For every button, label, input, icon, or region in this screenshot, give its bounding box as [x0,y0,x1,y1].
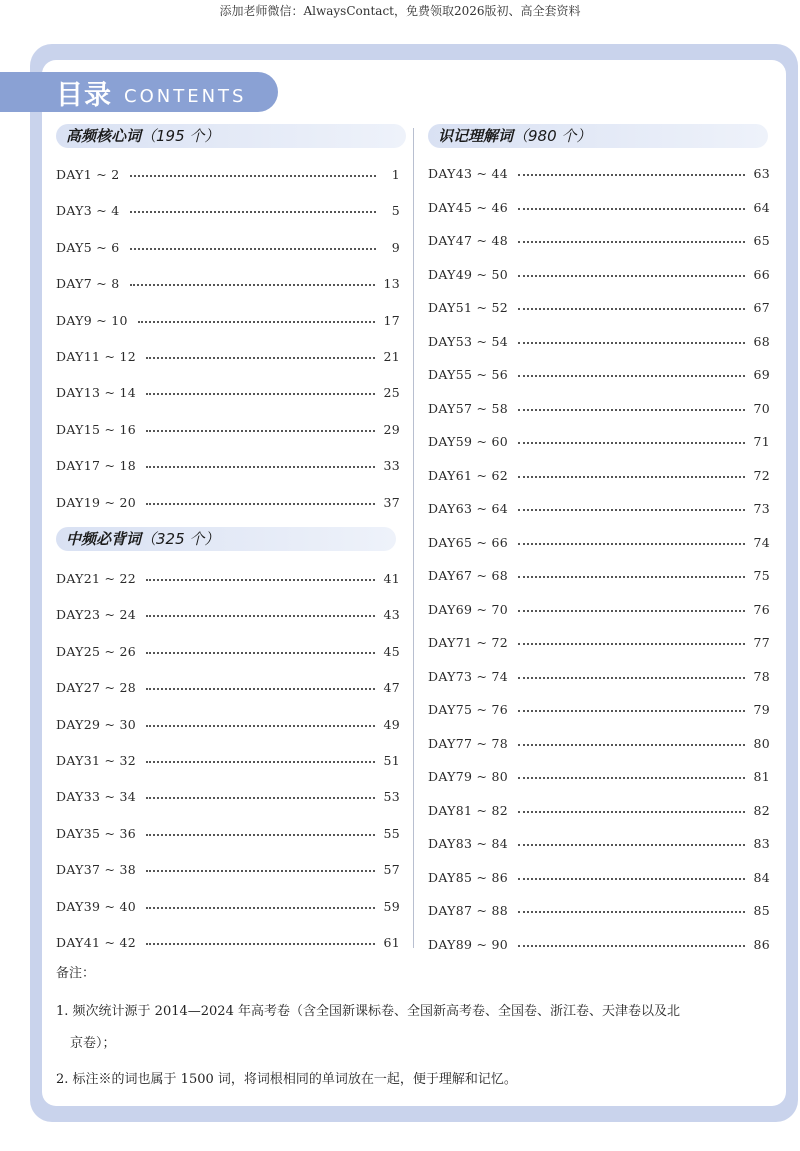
toc-entry-label: DAY3 ~ 4 [56,203,120,219]
dot-leader [146,761,375,763]
toc-entry-page: 71 [753,434,770,449]
toc-entry-page: 57 [383,862,400,878]
toc-entry-label: DAY75 ~ 76 [428,702,509,717]
toc-entry-page: 84 [753,869,770,885]
toc-entry-label: DAY41 ~ 42 [56,935,137,950]
toc-entry-label: DAY31 ~ 32 [56,753,137,768]
section-header-mid-frequency [56,527,396,551]
toc-entry-page: 76 [753,601,770,617]
toc-entry-page: 85 [753,903,770,918]
toc-entry-label: DAY51 ~ 52 [428,300,509,315]
toc-entry-label: DAY81 ~ 82 [428,802,509,818]
toc-entry-label: DAY11 ~ 12 [56,349,137,364]
dot-leader [146,870,375,872]
toc-entry-label: DAY79 ~ 80 [428,769,509,784]
toc-entry-page: 45 [383,643,400,659]
section-header-high-frequency [56,124,406,148]
toc-entry[interactable] [428,664,770,684]
dot-leader [518,777,745,779]
toc-entry-label: DAY57 ~ 58 [428,400,509,416]
toc-entry-label: DAY37 ~ 38 [56,862,137,878]
dot-leader [146,797,375,799]
toc-entry-label: DAY43 ~ 44 [428,166,509,181]
toc-entry-label: DAY59 ~ 60 [428,434,509,449]
toc-entry-page: 69 [753,367,770,382]
dot-leader [130,284,376,286]
dot-leader [518,342,745,344]
toc-entry-label: DAY33 ~ 34 [56,789,137,805]
toc-entry[interactable] [56,930,400,950]
toc-entry-label: DAY35 ~ 36 [56,825,137,841]
toc-entry-page: 61 [383,935,400,950]
dot-leader [518,275,745,277]
toc-entry[interactable] [56,271,400,291]
dot-leader [518,375,745,377]
dot-leader [518,308,745,310]
toc-entry-page: 83 [753,836,770,851]
toc-entry[interactable] [428,630,770,650]
section-title: 中频必背词 [66,530,142,548]
toc-entry[interactable] [428,731,770,751]
toc-entry-page: 53 [383,789,400,805]
toc-entry[interactable] [56,566,400,586]
toc-entry-label: DAY87 ~ 88 [428,903,509,918]
toc-entry-page: 9 [391,239,400,255]
toc-entry[interactable] [56,380,400,400]
toc-entry-label: DAY1 ~ 2 [56,167,120,182]
toc-entry-label: DAY85 ~ 86 [428,869,509,885]
toc-entry-label: DAY83 ~ 84 [428,836,509,851]
toc-entry-page: 21 [383,349,400,364]
toc-entry-label: DAY13 ~ 14 [56,385,137,401]
toc-entry-page: 82 [753,802,770,818]
toc-entry[interactable] [56,417,400,437]
toc-entry-page: 72 [753,467,770,483]
toc-entry-label: DAY27 ~ 28 [56,680,137,696]
toc-entry[interactable] [428,262,770,282]
toc-entry[interactable] [56,602,400,622]
dot-leader [518,911,745,913]
dot-leader [146,393,375,395]
toc-entry-label: DAY77 ~ 78 [428,735,509,751]
toc-entry-page: 33 [383,458,400,474]
toc-entry-page: 5 [391,203,400,219]
dot-leader [146,907,375,909]
toc-entry[interactable] [428,362,770,382]
toc-entry-page: 74 [753,534,770,550]
dot-leader [146,357,375,359]
toc-entry-page: 43 [383,607,400,623]
toc-entry-page: 75 [753,568,770,583]
toc-entry[interactable] [428,798,770,818]
title-en: CONTENTS [124,85,247,107]
toc-entry-page: 65 [753,233,770,248]
dot-leader [518,409,745,411]
dot-leader [146,430,375,432]
toc-entry-page: 63 [753,166,770,181]
toc-entry-page: 29 [383,421,400,437]
toc-entry[interactable] [428,865,770,885]
dot-leader [518,476,745,478]
toc-entry-label: DAY63 ~ 64 [428,501,509,516]
toc-entry-label: DAY45 ~ 46 [428,199,509,215]
toc-entry-label: DAY23 ~ 24 [56,607,137,623]
toc-entry-label: DAY39 ~ 40 [56,898,137,914]
toc-entry-label: DAY73 ~ 74 [428,668,509,684]
toc-entry-label: DAY29 ~ 30 [56,716,137,732]
toc-entry[interactable] [56,821,400,841]
toc-entry[interactable] [428,697,770,717]
toc-entry[interactable] [428,764,770,784]
toc-entry[interactable] [56,453,400,473]
dot-leader [518,174,745,176]
toc-entry-page: 13 [383,276,400,292]
toc-entry[interactable] [56,857,400,877]
toc-entry-page: 80 [753,735,770,751]
dot-leader [146,466,375,468]
toc-entry-label: DAY25 ~ 26 [56,643,137,659]
toc-entry[interactable] [428,597,770,617]
toc-entry[interactable] [56,784,400,804]
toc-entry-page: 79 [753,702,770,717]
toc-entry-page: 73 [753,501,770,516]
section-title: 识记理解词 [438,127,514,145]
toc-entry-page: 17 [383,312,400,328]
toc-entry-label: DAY7 ~ 8 [56,276,120,292]
toc-entry[interactable] [428,195,770,215]
toc-entry-label: DAY5 ~ 6 [56,239,120,255]
dot-leader [518,811,745,813]
section-count: （195 个） [141,127,220,145]
toc-entry[interactable] [428,463,770,483]
toc-entry-page: 25 [383,385,400,401]
toc-entry[interactable] [428,396,770,416]
toc-entry[interactable] [56,308,400,328]
toc-entry[interactable] [428,295,770,315]
section-count: （980 个） [513,127,592,145]
toc-entry[interactable] [428,429,770,449]
toc-entry[interactable] [428,228,770,248]
dot-leader [518,543,745,545]
toc-entry[interactable] [56,344,400,364]
dot-leader [518,241,745,243]
toc-entry-page: 1 [391,167,400,182]
toc-entry-label: DAY49 ~ 50 [428,266,509,282]
toc-entry-label: DAY71 ~ 72 [428,635,509,650]
toc-entry-page: 51 [383,753,400,768]
dot-leader [146,943,375,945]
dot-leader [146,615,375,617]
toc-entry-page: 47 [383,680,400,696]
toc-entry-page: 59 [383,898,400,914]
toc-entry-page: 64 [753,199,770,215]
title-cn: 目录 [56,79,112,111]
toc-entry[interactable] [56,894,400,914]
toc-entry[interactable] [428,898,770,918]
toc-entry[interactable] [56,490,400,510]
toc-entry[interactable] [428,329,770,349]
toc-entry-label: DAY21 ~ 22 [56,571,137,586]
note-item-1: 1. 频次统计源于 2014—2024 年高考卷（含全国新课标卷、全国新高考卷、全国卷、浙江卷、天津卷以及北 [56,1004,680,1019]
contents-title-banner [0,72,278,112]
dot-leader [146,688,375,690]
toc-entry-page: 68 [753,333,770,349]
toc-entry-label: DAY19 ~ 20 [56,494,137,510]
toc-entry[interactable] [428,530,770,550]
toc-entry-label: DAY47 ~ 48 [428,233,509,248]
dot-leader [518,208,745,210]
toc-entry[interactable] [428,161,770,181]
toc-entry[interactable] [56,235,400,255]
toc-entry[interactable] [428,932,770,952]
toc-entry[interactable] [56,748,400,768]
dot-leader [518,509,745,511]
dot-leader [518,844,745,846]
section-count: （325 个） [141,530,220,548]
toc-entry-page: 37 [383,494,400,510]
dot-leader [518,576,745,578]
dot-leader [518,878,745,880]
dot-leader [146,834,375,836]
toc-entry-label: DAY55 ~ 56 [428,367,509,382]
toc-entry-page: 77 [753,635,770,650]
toc-entry[interactable] [428,496,770,516]
toc-entry-label: DAY9 ~ 10 [56,312,128,328]
dot-leader [130,248,376,250]
dot-leader [146,503,375,505]
toc-entry-page: 55 [383,825,400,841]
toc-entry-page: 41 [383,571,400,586]
toc-entry[interactable] [428,831,770,851]
dot-leader [518,610,745,612]
notes-heading: 备注： [56,966,96,981]
dot-leader [518,710,745,712]
section-header-recognition [428,124,768,148]
toc-entry-label: DAY15 ~ 16 [56,421,137,437]
dot-leader [146,725,375,727]
note-item-1-cont: 京卷）； [70,1036,116,1051]
dot-leader [518,677,745,679]
toc-entry[interactable] [56,198,400,218]
toc-entry-label: DAY65 ~ 66 [428,534,509,550]
toc-entry[interactable] [56,162,400,182]
dot-leader [146,652,375,654]
toc-entry-label: DAY53 ~ 54 [428,333,509,349]
dot-leader [518,442,745,444]
toc-entry-label: DAY61 ~ 62 [428,467,509,483]
toc-entry-page: 67 [753,300,770,315]
toc-entry[interactable] [56,639,400,659]
toc-entry-page: 66 [753,266,770,282]
toc-entry-label: DAY67 ~ 68 [428,568,509,583]
toc-entry-page: 86 [753,936,770,952]
note-item-2: 2. 标注※的词也属于 1500 词，将词根相同的单词放在一起，便于理解和记忆。 [56,1072,517,1087]
dot-leader [518,945,745,947]
watermark-text: 添加老师微信：AlwaysContact，免费领取2026版初、高全套资料 [219,4,581,18]
toc-entry-page: 70 [753,400,770,416]
dot-leader [130,175,376,177]
toc-entry-page: 49 [383,716,400,732]
dot-leader [518,643,745,645]
dot-leader [130,211,376,213]
toc-entry-label: DAY69 ~ 70 [428,601,509,617]
dot-leader [518,744,745,746]
toc-entry-label: DAY17 ~ 18 [56,458,137,474]
column-divider [413,128,414,948]
toc-entry-page: 81 [753,769,770,784]
dot-leader [146,579,375,581]
toc-entry-page: 78 [753,668,770,684]
toc-entry-label: DAY89 ~ 90 [428,936,509,952]
toc-entry[interactable] [56,675,400,695]
dot-leader [138,321,376,323]
toc-entry[interactable] [56,712,400,732]
toc-entry[interactable] [428,563,770,583]
section-title: 高频核心词 [66,127,142,145]
